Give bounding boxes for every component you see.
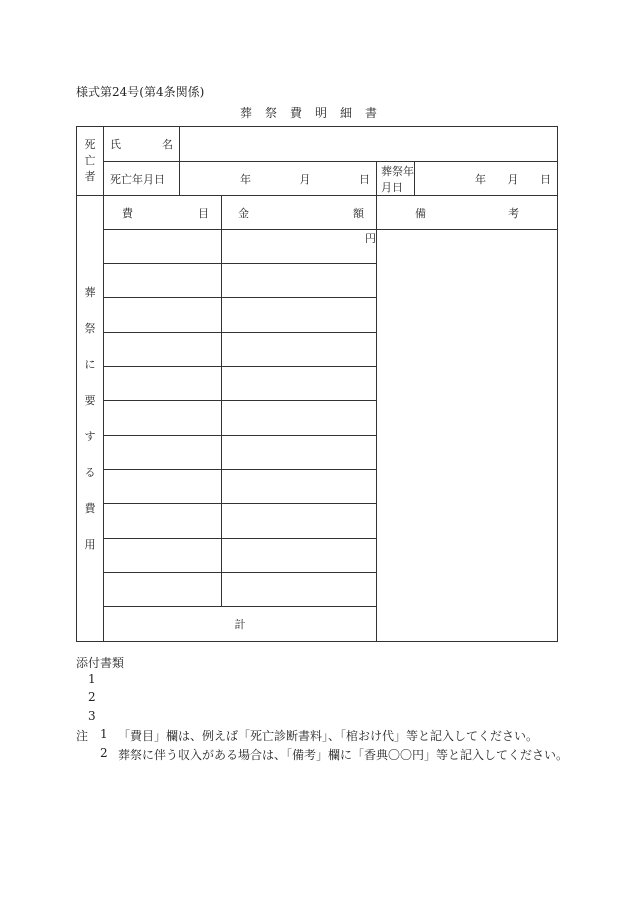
- amount-cell[interactable]: [222, 504, 377, 539]
- document-title: 葬祭費明細書: [239, 106, 390, 120]
- death-date-label: 死亡年月日: [104, 162, 180, 196]
- form-number: 様式第24号(第4条関係): [76, 85, 205, 99]
- note-number: 2: [100, 746, 108, 760]
- item-cell[interactable]: [104, 230, 222, 264]
- attachments-title: 添付書類: [76, 656, 125, 670]
- item-cell[interactable]: [104, 573, 222, 607]
- amount-cell[interactable]: [222, 367, 377, 401]
- name-label: 氏 名: [104, 127, 180, 162]
- col-header-item: 費 目: [104, 196, 222, 230]
- amount-cell[interactable]: [222, 401, 377, 436]
- item-cell[interactable]: [104, 539, 222, 573]
- item-cell[interactable]: [104, 367, 222, 401]
- notes-label: 注: [76, 729, 89, 743]
- attachment-item: 2: [88, 690, 96, 704]
- col-header-amount: 金 額: [222, 196, 377, 230]
- amount-cell[interactable]: [222, 436, 377, 470]
- funeral-expense-table: [76, 126, 558, 642]
- item-cell[interactable]: [104, 504, 222, 539]
- amount-cell[interactable]: [222, 298, 377, 333]
- amount-cell[interactable]: [222, 230, 377, 264]
- amount-cell[interactable]: [222, 333, 377, 367]
- note-text: 葬祭に伴う収入がある場合は、「備考」欄に「香典〇〇円」等と記入してください。: [118, 748, 569, 762]
- deceased-label: 死 亡 者: [77, 127, 104, 196]
- item-cell[interactable]: [104, 401, 222, 436]
- item-cell[interactable]: [104, 470, 222, 504]
- item-cell[interactable]: [104, 333, 222, 367]
- costs-label: 葬 祭 に 要 す る 費 用: [77, 196, 104, 642]
- amount-cell[interactable]: [222, 539, 377, 573]
- name-field[interactable]: [180, 127, 558, 162]
- note-number: 1: [100, 727, 108, 741]
- amount-cell[interactable]: [222, 264, 377, 298]
- amount-cell[interactable]: [222, 470, 377, 504]
- remarks-cell[interactable]: [377, 230, 558, 642]
- item-cell[interactable]: [104, 298, 222, 333]
- death-date-field[interactable]: 年 月 日: [180, 162, 377, 196]
- attachment-item: 3: [88, 709, 96, 723]
- attachment-item: 1: [88, 672, 96, 686]
- total-label: 計: [104, 607, 377, 642]
- amount-cell[interactable]: [222, 573, 377, 607]
- item-cell[interactable]: [104, 436, 222, 470]
- funeral-date-field[interactable]: 年 月 日: [415, 162, 558, 196]
- funeral-date-label: 葬祭年月日: [377, 162, 415, 196]
- note-text: 「費目」欄は、例えば「死亡診断書料」、「棺おけ代」等と記入してください。: [118, 729, 539, 743]
- col-header-remarks: 備 考: [377, 196, 558, 230]
- item-cell[interactable]: [104, 264, 222, 298]
- yen-unit: 円: [365, 232, 376, 245]
